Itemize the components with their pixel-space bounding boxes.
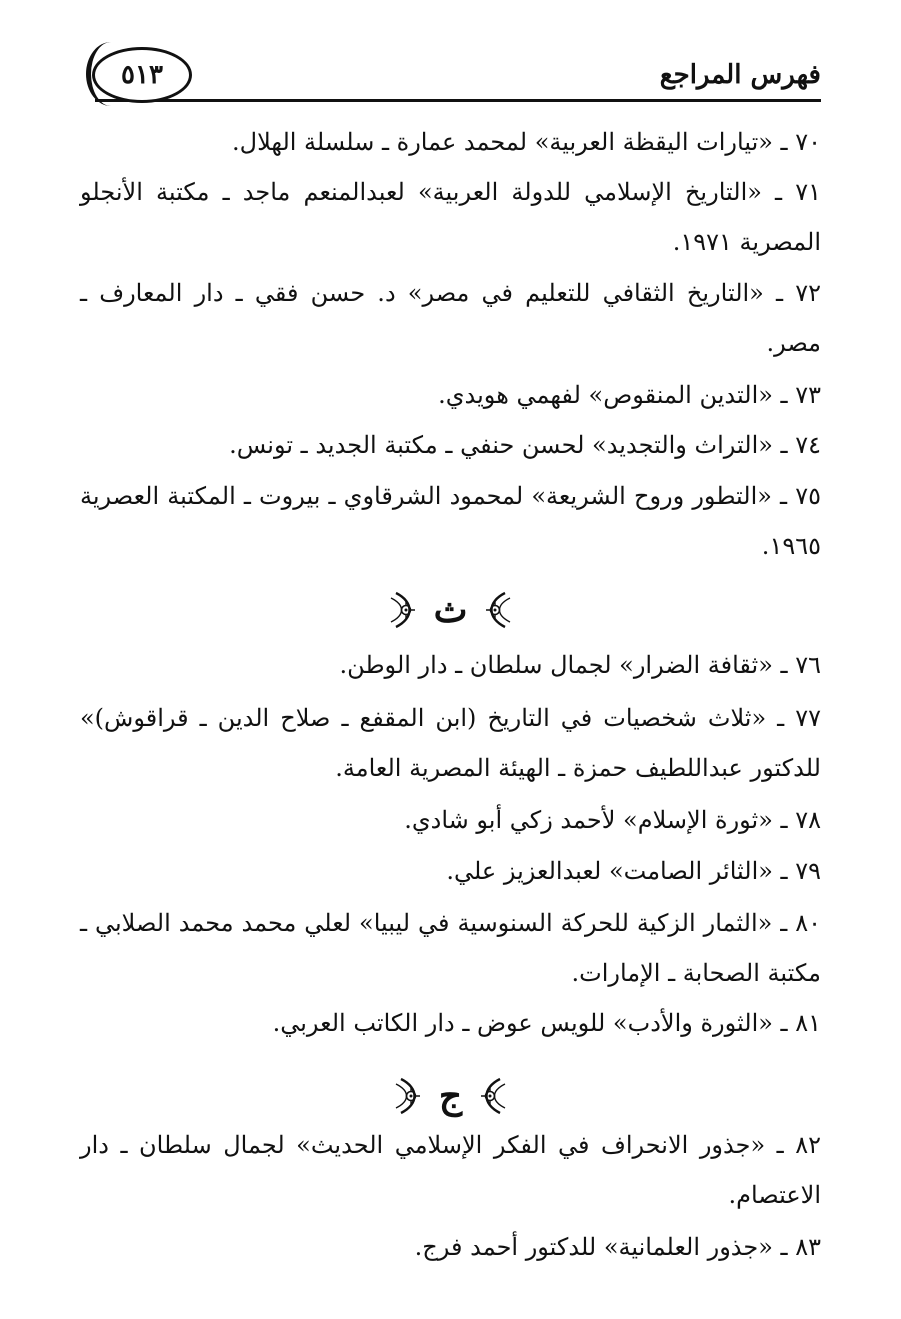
reference-entry-81: ٨١ ـ «الثورة والأدب» للويس عوض ـ دار الكاتب العربي.: [272, 1009, 821, 1037]
section-heading-tha: [0, 580, 901, 640]
section-heading-jim: [0, 1066, 901, 1126]
reference-entry-73: ٧٣ ـ «التدين المنقوص» لفهمي هويدي.: [438, 381, 821, 409]
reference-entry-76: ٧٦ ـ «ثقافة الضرار» لجمال سلطان ـ دار الوطن.: [339, 651, 821, 679]
section-letter: ث: [433, 589, 468, 631]
reference-entry-71: ٧١ ـ «التاريخ الإسلامي للدولة العربية» لعبدالمنعم ماجد ـ مكتبة الأنجلو المصرية ١٩٧١.: [80, 178, 821, 256]
left-ornament-icon: [479, 590, 513, 630]
section-letter: ج: [438, 1075, 463, 1117]
page-number: ٥١٣: [92, 47, 192, 103]
reference-entry-77: ٧٧ ـ «ثلاث شخصيات في التاريخ (ابن المقفع ـ صلاح الدين ـ قراقوش)» للدكتور عبداللطيف حمزة ـ الهيئة المصرية العامة.: [80, 704, 821, 782]
reference-entry-80: ٨٠ ـ «الثمار الزكية للحركة السنوسية في ليبيا» لعلي محمد محمد الصلابي ـ مكتبة الصحابة ـ الإمارات.: [80, 909, 821, 987]
reference-entry-75: ٧٥ ـ «التطور وروح الشريعة» لمحمود الشرقاوي ـ بيروت ـ المكتبة العصرية ١٩٦٥.: [80, 482, 821, 560]
header-rule: [95, 99, 821, 102]
page-title: فهرس المراجع: [659, 60, 821, 90]
right-ornament-icon: [393, 1076, 427, 1116]
reference-entry-79: ٧٩ ـ «الثائر الصامت» لعبدالعزيز علي.: [446, 857, 821, 885]
reference-entry-70: ٧٠ ـ «تيارات اليقظة العربية» لمحمد عمارة ـ سلسلة الهلال.: [232, 128, 821, 156]
reference-entry-74: ٧٤ ـ «التراث والتجديد» لحسن حنفي ـ مكتبة الجديد ـ تونس.: [229, 431, 821, 459]
reference-entry-72: ٧٢ ـ «التاريخ الثقافي للتعليم في مصر» د. حسن فقي ـ دار المعارف ـ مصر.: [80, 279, 821, 357]
reference-entry-83: ٨٣ ـ «جذور العلمانية» للدكتور أحمد فرج.: [414, 1233, 821, 1261]
page-header: [0, 0, 901, 110]
left-ornament-icon: [474, 1076, 508, 1116]
reference-entry-78: ٧٨ ـ «ثورة الإسلام» لأحمد زكي أبو شادي.: [404, 806, 821, 834]
reference-entry-82: ٨٢ ـ «جذور الانحراف في الفكر الإسلامي الحديث» لجمال سلطان ـ دار الاعتصام.: [80, 1131, 821, 1209]
right-ornament-icon: [388, 590, 422, 630]
